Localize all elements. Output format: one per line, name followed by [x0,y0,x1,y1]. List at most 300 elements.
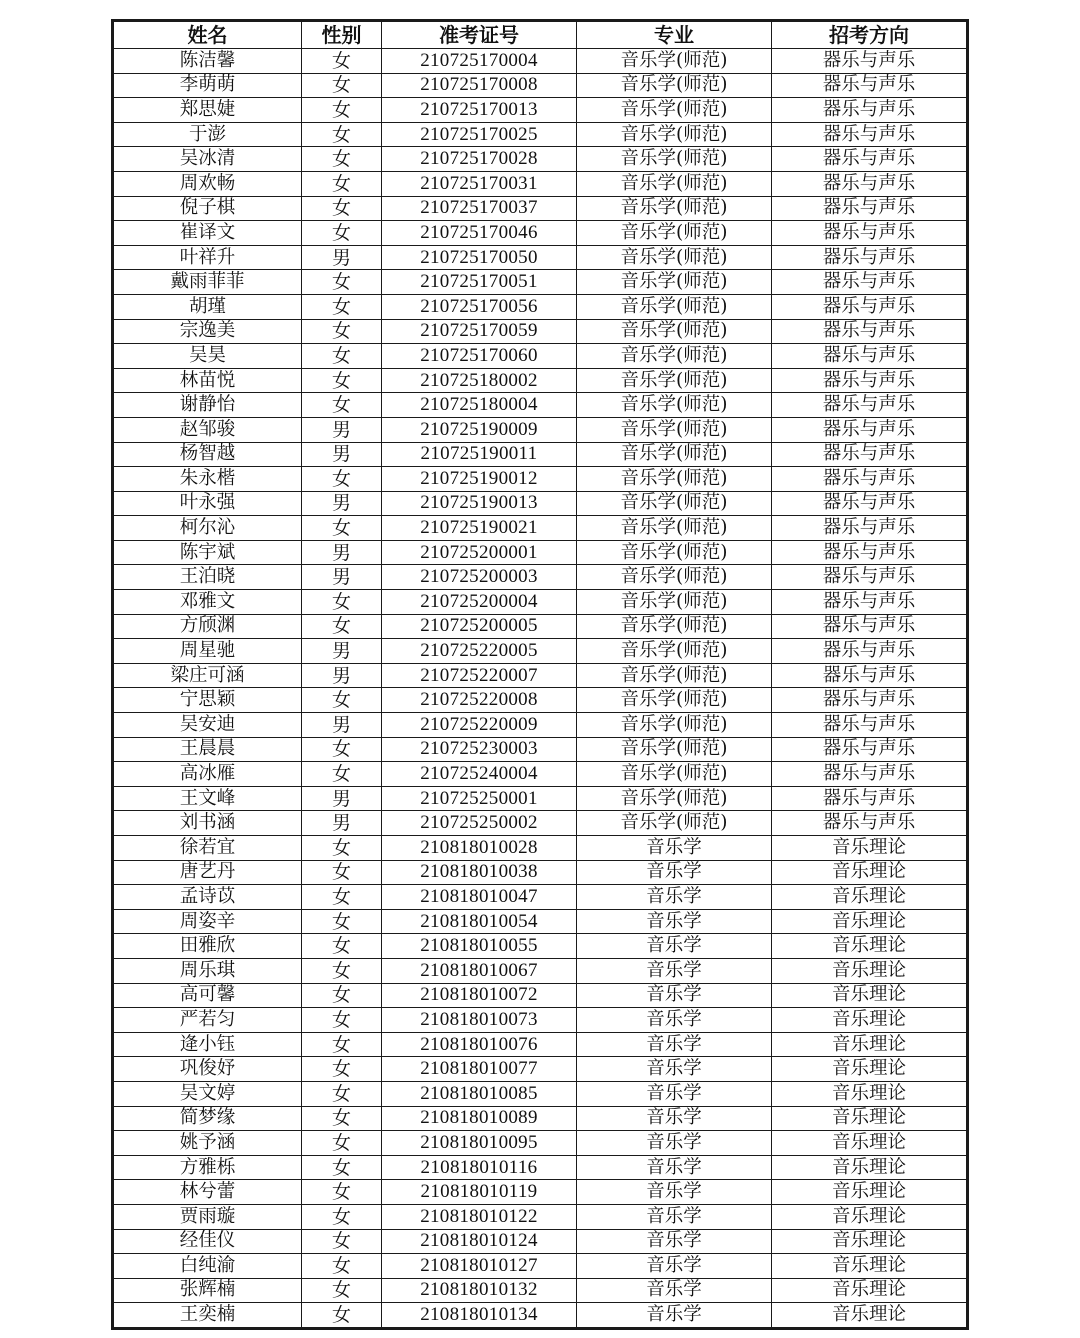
header-row [114,22,967,49]
cell-name: 方颀渊 [114,614,302,639]
cell-gender: 女 [302,393,382,418]
cell-gender: 女 [302,1081,382,1106]
cell-direction: 音乐理论 [772,1278,967,1303]
cell-exam-id: 210725190011 [382,442,577,467]
cell-direction: 音乐理论 [772,1106,967,1131]
table-row [114,1131,967,1156]
cell-name: 邓雅文 [114,590,302,615]
table-row [114,1081,967,1106]
header-exam-id: 准考证号 [382,22,577,49]
header-name: 姓名 [114,22,302,49]
cell-name: 陈洁馨 [114,49,302,74]
cell-major: 音乐学 [577,860,772,885]
cell-direction: 音乐理论 [772,1057,967,1082]
cell-name: 戴雨菲菲 [114,270,302,295]
cell-name: 孟诗苡 [114,885,302,910]
cell-gender: 女 [302,590,382,615]
table-row [114,836,967,861]
table-row [114,688,967,713]
cell-name: 柯尔沁 [114,516,302,541]
cell-gender: 女 [302,467,382,492]
cell-major: 音乐学(师范) [577,171,772,196]
cell-exam-id: 210725170031 [382,171,577,196]
cell-direction: 器乐与声乐 [772,417,967,442]
cell-major: 音乐学 [577,1303,772,1328]
cell-exam-id: 210725190021 [382,516,577,541]
table-row [114,1008,967,1033]
table-row [114,122,967,147]
cell-direction: 音乐理论 [772,1303,967,1328]
cell-direction: 音乐理论 [772,983,967,1008]
cell-gender: 女 [302,1278,382,1303]
cell-major: 音乐学 [577,1254,772,1279]
table-row [114,294,967,319]
cell-direction: 器乐与声乐 [772,221,967,246]
cell-name: 刘书涵 [114,811,302,836]
cell-gender: 女 [302,1180,382,1205]
cell-major: 音乐学 [577,1106,772,1131]
cell-name: 倪子棋 [114,196,302,221]
cell-major: 音乐学(师范) [577,73,772,98]
table-row [114,516,967,541]
cell-gender: 女 [302,98,382,123]
cell-gender: 女 [302,368,382,393]
cell-name: 王文峰 [114,786,302,811]
cell-major: 音乐学 [577,1278,772,1303]
cell-name: 唐艺丹 [114,860,302,885]
table-header [114,22,967,49]
cell-gender: 女 [302,270,382,295]
cell-major: 音乐学(师范) [577,491,772,516]
cell-exam-id: 210818010067 [382,958,577,983]
cell-exam-id: 210725170037 [382,196,577,221]
cell-exam-id: 210725170059 [382,319,577,344]
cell-major: 音乐学(师范) [577,393,772,418]
cell-gender: 男 [302,786,382,811]
cell-name: 胡瑾 [114,294,302,319]
table-row [114,1057,967,1082]
cell-major: 音乐学(师范) [577,688,772,713]
cell-name: 王晨晨 [114,737,302,762]
table-row [114,1229,967,1254]
cell-major: 音乐学(师范) [577,737,772,762]
cell-exam-id: 210818010038 [382,860,577,885]
table-row [114,713,967,738]
cell-name: 周星驰 [114,639,302,664]
cell-name: 叶祥升 [114,245,302,270]
cell-exam-id: 210818010122 [382,1204,577,1229]
cell-major: 音乐学(师范) [577,467,772,492]
cell-exam-id: 210725220007 [382,663,577,688]
cell-name: 王泊晓 [114,565,302,590]
table-row [114,614,967,639]
cell-gender: 女 [302,171,382,196]
cell-exam-id: 210725200001 [382,540,577,565]
cell-direction: 音乐理论 [772,1032,967,1057]
table-row [114,590,967,615]
table-row [114,811,967,836]
cell-exam-id: 210725220005 [382,639,577,664]
cell-direction: 器乐与声乐 [772,762,967,787]
cell-gender: 女 [302,762,382,787]
cell-name: 简梦缘 [114,1106,302,1131]
cell-major: 音乐学 [577,1131,772,1156]
cell-gender: 男 [302,245,382,270]
cell-gender: 女 [302,983,382,1008]
cell-major: 音乐学 [577,1204,772,1229]
cell-name: 吴昊 [114,344,302,369]
cell-major: 音乐学(师范) [577,713,772,738]
cell-direction: 器乐与声乐 [772,811,967,836]
table-row [114,73,967,98]
cell-major: 音乐学(师范) [577,344,772,369]
cell-name: 高冰雁 [114,762,302,787]
cell-direction: 器乐与声乐 [772,442,967,467]
cell-name: 巩俊妤 [114,1057,302,1082]
cell-direction: 音乐理论 [772,885,967,910]
cell-exam-id: 210725170051 [382,270,577,295]
cell-direction: 器乐与声乐 [772,540,967,565]
admission-roster-table [113,21,967,1328]
cell-exam-id: 210818010089 [382,1106,577,1131]
table-row [114,565,967,590]
cell-gender: 女 [302,344,382,369]
cell-major: 音乐学 [577,1229,772,1254]
cell-gender: 男 [302,491,382,516]
table-row [114,1155,967,1180]
cell-direction: 音乐理论 [772,909,967,934]
cell-gender: 女 [302,1131,382,1156]
cell-major: 音乐学(师范) [577,516,772,541]
cell-major: 音乐学(师范) [577,590,772,615]
cell-major: 音乐学 [577,1155,772,1180]
cell-name: 吴文婷 [114,1081,302,1106]
cell-direction: 器乐与声乐 [772,294,967,319]
cell-gender: 女 [302,1303,382,1328]
cell-exam-id: 210725170025 [382,122,577,147]
cell-direction: 器乐与声乐 [772,663,967,688]
cell-exam-id: 210725250002 [382,811,577,836]
cell-exam-id: 210725220009 [382,713,577,738]
cell-direction: 音乐理论 [772,1180,967,1205]
cell-exam-id: 210725190012 [382,467,577,492]
cell-major: 音乐学(师范) [577,196,772,221]
cell-gender: 女 [302,221,382,246]
cell-direction: 器乐与声乐 [772,147,967,172]
cell-direction: 器乐与声乐 [772,688,967,713]
cell-direction: 器乐与声乐 [772,713,967,738]
cell-name: 杨智越 [114,442,302,467]
cell-exam-id: 210818010047 [382,885,577,910]
cell-gender: 女 [302,516,382,541]
header-direction: 招考方向 [772,22,967,49]
cell-exam-id: 210725200003 [382,565,577,590]
table-row [114,1303,967,1328]
cell-name: 贾雨璇 [114,1204,302,1229]
cell-direction: 器乐与声乐 [772,98,967,123]
cell-exam-id: 210725240004 [382,762,577,787]
cell-name: 于澎 [114,122,302,147]
table-row [114,221,967,246]
cell-name: 崔译文 [114,221,302,246]
cell-exam-id: 210725170046 [382,221,577,246]
cell-direction: 音乐理论 [772,1229,967,1254]
table-row [114,1106,967,1131]
cell-direction: 器乐与声乐 [772,786,967,811]
table-row [114,909,967,934]
header-gender: 性别 [302,22,382,49]
cell-gender: 男 [302,565,382,590]
cell-name: 方雅栎 [114,1155,302,1180]
table-row [114,98,967,123]
cell-gender: 男 [302,663,382,688]
cell-major: 音乐学(师范) [577,122,772,147]
cell-name: 林兮蕾 [114,1180,302,1205]
cell-gender: 男 [302,540,382,565]
table-row [114,344,967,369]
cell-major: 音乐学(师范) [577,245,772,270]
cell-major: 音乐学(师范) [577,811,772,836]
cell-major: 音乐学(师范) [577,98,772,123]
cell-exam-id: 210725170056 [382,294,577,319]
cell-name: 吴冰清 [114,147,302,172]
table-row [114,245,967,270]
cell-direction: 器乐与声乐 [772,344,967,369]
cell-major: 音乐学(师范) [577,294,772,319]
cell-major: 音乐学(师范) [577,442,772,467]
cell-direction: 音乐理论 [772,958,967,983]
cell-gender: 女 [302,885,382,910]
table-row [114,442,967,467]
cell-direction: 器乐与声乐 [772,270,967,295]
cell-major: 音乐学(师范) [577,614,772,639]
cell-direction: 器乐与声乐 [772,368,967,393]
cell-name: 高可馨 [114,983,302,1008]
cell-major: 音乐学(师范) [577,565,772,590]
cell-exam-id: 210818010127 [382,1254,577,1279]
cell-major: 音乐学(师范) [577,319,772,344]
table-row [114,49,967,74]
cell-exam-id: 210818010077 [382,1057,577,1082]
cell-gender: 女 [302,1106,382,1131]
table-row [114,885,967,910]
cell-major: 音乐学(师范) [577,221,772,246]
cell-name: 梁庄可涵 [114,663,302,688]
cell-direction: 器乐与声乐 [772,245,967,270]
cell-gender: 女 [302,1254,382,1279]
cell-direction: 器乐与声乐 [772,565,967,590]
cell-direction: 器乐与声乐 [772,639,967,664]
cell-name: 经佳仪 [114,1229,302,1254]
table-row [114,1278,967,1303]
cell-direction: 音乐理论 [772,860,967,885]
cell-name: 朱永楷 [114,467,302,492]
cell-direction: 器乐与声乐 [772,319,967,344]
table-row [114,860,967,885]
cell-major: 音乐学(师范) [577,639,772,664]
cell-major: 音乐学 [577,1057,772,1082]
cell-name: 白纯渝 [114,1254,302,1279]
cell-direction: 器乐与声乐 [772,467,967,492]
cell-exam-id: 210818010119 [382,1180,577,1205]
table-row [114,737,967,762]
cell-exam-id: 210725170013 [382,98,577,123]
cell-major: 音乐学(师范) [577,49,772,74]
cell-name: 林苗悦 [114,368,302,393]
cell-exam-id: 210818010095 [382,1131,577,1156]
cell-major: 音乐学(师范) [577,417,772,442]
cell-major: 音乐学 [577,934,772,959]
cell-major: 音乐学 [577,983,772,1008]
cell-gender: 女 [302,958,382,983]
cell-gender: 女 [302,1057,382,1082]
cell-name: 李萌萌 [114,73,302,98]
table-row [114,171,967,196]
cell-gender: 女 [302,1229,382,1254]
cell-major: 音乐学(师范) [577,540,772,565]
cell-direction: 音乐理论 [772,1008,967,1033]
cell-gender: 女 [302,122,382,147]
cell-major: 音乐学(师范) [577,147,772,172]
cell-gender: 女 [302,147,382,172]
table-row [114,1254,967,1279]
cell-major: 音乐学 [577,1008,772,1033]
cell-major: 音乐学 [577,909,772,934]
cell-exam-id: 210725170008 [382,73,577,98]
cell-direction: 器乐与声乐 [772,393,967,418]
table-row [114,663,967,688]
cell-name: 吴安迪 [114,713,302,738]
cell-name: 宗逸美 [114,319,302,344]
cell-gender: 女 [302,909,382,934]
cell-exam-id: 210725190013 [382,491,577,516]
cell-gender: 女 [302,1155,382,1180]
cell-exam-id: 210818010134 [382,1303,577,1328]
cell-name: 田雅欣 [114,934,302,959]
cell-major: 音乐学 [577,958,772,983]
table-row [114,270,967,295]
cell-major: 音乐学(师范) [577,762,772,787]
cell-exam-id: 210818010073 [382,1008,577,1033]
cell-major: 音乐学 [577,1032,772,1057]
cell-exam-id: 210725200004 [382,590,577,615]
cell-exam-id: 210818010124 [382,1229,577,1254]
cell-exam-id: 210725180004 [382,393,577,418]
cell-direction: 器乐与声乐 [772,73,967,98]
cell-name: 叶永强 [114,491,302,516]
cell-direction: 音乐理论 [772,1204,967,1229]
cell-exam-id: 210818010055 [382,934,577,959]
table-row [114,786,967,811]
cell-direction: 器乐与声乐 [772,516,967,541]
cell-gender: 女 [302,737,382,762]
cell-major: 音乐学(师范) [577,663,772,688]
cell-direction: 音乐理论 [772,1131,967,1156]
cell-name: 赵邹骏 [114,417,302,442]
cell-major: 音乐学(师范) [577,270,772,295]
cell-exam-id: 210818010085 [382,1081,577,1106]
cell-gender: 女 [302,688,382,713]
cell-gender: 男 [302,811,382,836]
table-row [114,319,967,344]
cell-direction: 器乐与声乐 [772,196,967,221]
cell-name: 周欢畅 [114,171,302,196]
table-row [114,491,967,516]
cell-exam-id: 210725170050 [382,245,577,270]
cell-direction: 器乐与声乐 [772,737,967,762]
cell-gender: 女 [302,73,382,98]
table-row [114,983,967,1008]
cell-gender: 男 [302,713,382,738]
cell-major: 音乐学 [577,1180,772,1205]
cell-gender: 女 [302,614,382,639]
cell-gender: 女 [302,860,382,885]
cell-direction: 音乐理论 [772,836,967,861]
cell-gender: 女 [302,196,382,221]
cell-name: 徐若宜 [114,836,302,861]
cell-name: 严若匀 [114,1008,302,1033]
cell-exam-id: 210818010028 [382,836,577,861]
cell-name: 王奕楠 [114,1303,302,1328]
cell-exam-id: 210725190009 [382,417,577,442]
table-row [114,762,967,787]
table-row [114,393,967,418]
cell-direction: 器乐与声乐 [772,171,967,196]
cell-gender: 女 [302,294,382,319]
cell-major: 音乐学(师范) [577,368,772,393]
table-row [114,417,967,442]
cell-name: 郑思婕 [114,98,302,123]
cell-direction: 音乐理论 [772,1155,967,1180]
cell-name: 陈宇斌 [114,540,302,565]
cell-exam-id: 210725230003 [382,737,577,762]
cell-name: 姚予涵 [114,1131,302,1156]
cell-gender: 女 [302,1008,382,1033]
cell-gender: 男 [302,639,382,664]
cell-exam-id: 210725170004 [382,49,577,74]
cell-name: 谢静怡 [114,393,302,418]
table-row [114,368,967,393]
cell-direction: 器乐与声乐 [772,122,967,147]
cell-gender: 男 [302,442,382,467]
cell-direction: 器乐与声乐 [772,491,967,516]
cell-major: 音乐学 [577,836,772,861]
cell-gender: 男 [302,417,382,442]
cell-name: 逄小钰 [114,1032,302,1057]
cell-exam-id: 210818010054 [382,909,577,934]
cell-direction: 音乐理论 [772,1081,967,1106]
cell-direction: 器乐与声乐 [772,49,967,74]
cell-exam-id: 210818010072 [382,983,577,1008]
cell-direction: 器乐与声乐 [772,614,967,639]
cell-gender: 女 [302,1204,382,1229]
cell-exam-id: 210818010132 [382,1278,577,1303]
table-row [114,467,967,492]
cell-major: 音乐学 [577,885,772,910]
cell-exam-id: 210725170028 [382,147,577,172]
table-row [114,1032,967,1057]
cell-gender: 女 [302,319,382,344]
table-row [114,147,967,172]
table-row [114,196,967,221]
cell-exam-id: 210725170060 [382,344,577,369]
table-row [114,934,967,959]
table-row [114,1204,967,1229]
header-major: 专业 [577,22,772,49]
cell-gender: 女 [302,49,382,74]
cell-exam-id: 210725220008 [382,688,577,713]
table-body [114,49,967,1328]
